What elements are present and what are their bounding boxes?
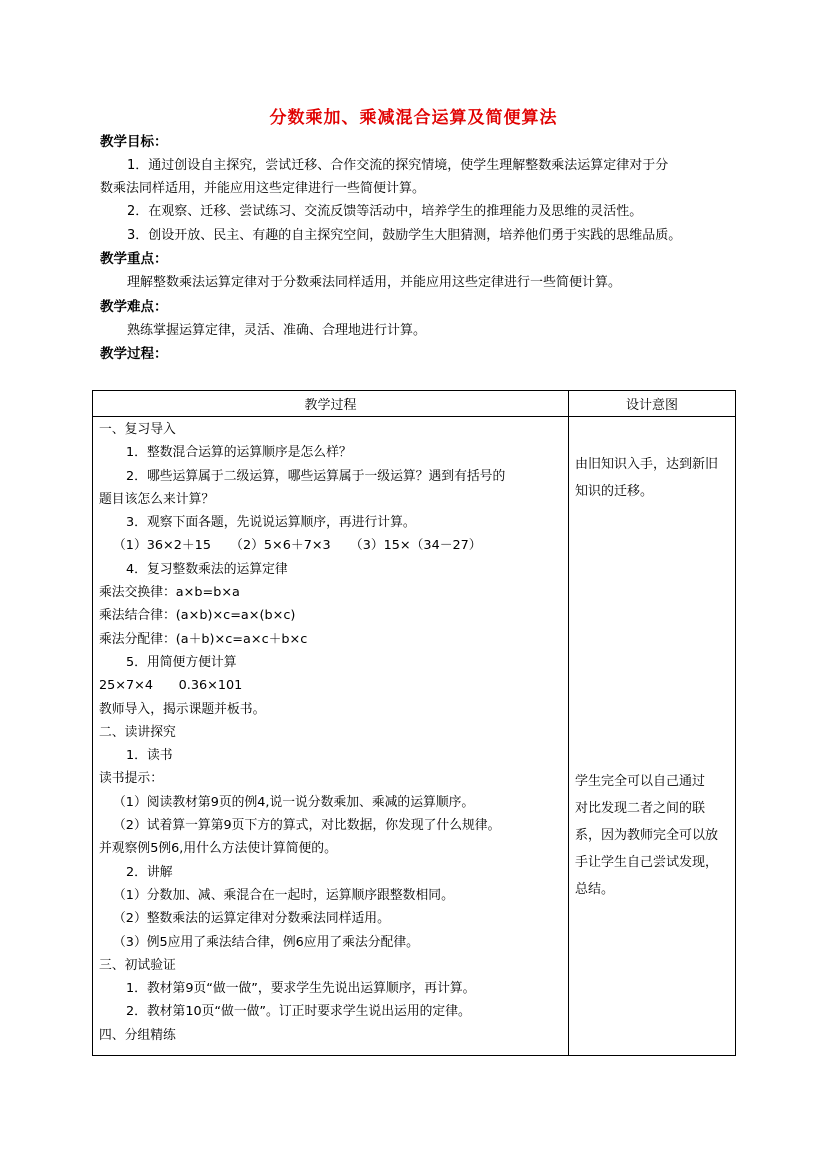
section-title: 四、分组精练	[99, 1027, 176, 1043]
list-item: 2．教材第10页“做一做”。订正时要求学生说出运用的定律。	[126, 1004, 471, 1020]
list-item: 1．整数混合运算的运算顺序是怎么样？	[126, 445, 352, 461]
list-item: 题目该怎么来计算？	[99, 491, 215, 507]
focus-text: 理解整数乘法运算定律对于分数乘法同样适用，并能应用这些定律进行一些简便计算。	[127, 275, 622, 290]
list-item: 并观察例5例6,用什么方法使计算简便的。	[99, 841, 337, 857]
intent-note-line: 知识的迁移。	[575, 484, 654, 499]
list-item: （2）试着算一算第9页下方的算式，对比数据，你发现了什么规律。	[113, 818, 501, 834]
list-item: 2．讲解	[126, 864, 173, 880]
intent-note-line: 由旧知识入手，达到新旧	[575, 457, 719, 472]
list-item: 1．教材第9页“做一做”，要求学生先说出运算顺序，再计算。	[126, 981, 476, 997]
list-item: （3）例5应用了乘法结合律，例6应用了乘法分配律。	[113, 934, 419, 950]
list-item: 教师导入，揭示课题并板书。	[99, 701, 266, 717]
intent-cell	[569, 417, 736, 1056]
document-title: 分数乘加、乘减混合运算及简便算法	[269, 108, 558, 128]
goals-heading: 教学目标：	[100, 134, 168, 150]
list-item: 2．哪些运算属于二级运算，哪些运算属于一级运算？遇到有括号的	[126, 468, 506, 484]
table-body-row	[93, 417, 736, 1056]
list-item: 乘法结合律：(a×b)×c=a×(b×c)	[99, 608, 296, 624]
list-item: 3．观察下面各题，先说说运算顺序，再进行计算。	[126, 515, 416, 531]
process-cell	[93, 417, 569, 1056]
difficulty-text: 熟练掌握运算定律，灵活、准确、合理地进行计算。	[127, 323, 427, 338]
focus-heading: 教学重点：	[100, 251, 168, 267]
lesson-table	[92, 390, 736, 1056]
list-item: 25×7×4 0.36×101	[99, 678, 243, 694]
goal-line: 1．通过创设自主探究，尝试迁移、合作交流的探究情境，使学生理解整数乘法运算定律对于分	[127, 158, 669, 173]
col-header-intent: 设计意图	[569, 391, 736, 417]
process-heading: 教学过程：	[100, 346, 168, 362]
col-header-process: 教学过程	[93, 391, 569, 417]
list-item: 乘法交换律：a×b=b×a	[99, 585, 240, 601]
list-item: （1）36×2＋15 （2）5×6＋7×3 （3）15×（34－27）	[113, 538, 482, 554]
list-item: 5．用简便方便计算	[126, 654, 237, 670]
goal-line: 3．创设开放、民主、有趣的自主探究空间，鼓励学生大胆猜测，培养他们勇于实践的思维品质。	[127, 228, 682, 243]
intent-note-line: 对比发现二者之间的联	[575, 801, 706, 816]
intent-note-line: 系，因为教师完全可以放	[575, 828, 719, 843]
list-item: （2）整数乘法的运算定律对分数乘法同样适用。	[113, 911, 390, 927]
goal-line: 2．在观察、迁移、尝试练习、交流反馈等活动中，培养学生的推理能力及思维的灵活性。	[127, 204, 643, 219]
section-title: 三、初试验证	[99, 957, 176, 973]
section-title: 一、复习导入	[99, 422, 176, 437]
section-title: 二、读讲探究	[99, 724, 176, 740]
list-item: （1）阅读教材第9页的例4,说一说分数乘加、乘减的运算顺序。	[113, 794, 475, 810]
list-item: 4．复习整数乘法的运算定律	[126, 561, 288, 577]
difficulty-heading: 教学难点：	[100, 299, 168, 315]
intent-note-line: 学生完全可以自己通过	[575, 774, 706, 789]
list-item: 1．读书	[126, 748, 173, 764]
intent-note-line: 总结。	[575, 882, 615, 897]
table-header-row	[93, 391, 736, 417]
list-item: 乘法分配律：(a＋b)×c=a×c＋b×c	[99, 631, 308, 647]
intent-note-line: 手让学生自己尝试发现，	[575, 855, 719, 870]
list-item: （1）分数加、减、乘混合在一起时，运算顺序跟整数相同。	[113, 887, 454, 903]
list-item: 读书提示：	[99, 771, 163, 787]
goal-line: 数乘法同样适用，并能应用这些定律进行一些简便计算。	[100, 181, 426, 196]
